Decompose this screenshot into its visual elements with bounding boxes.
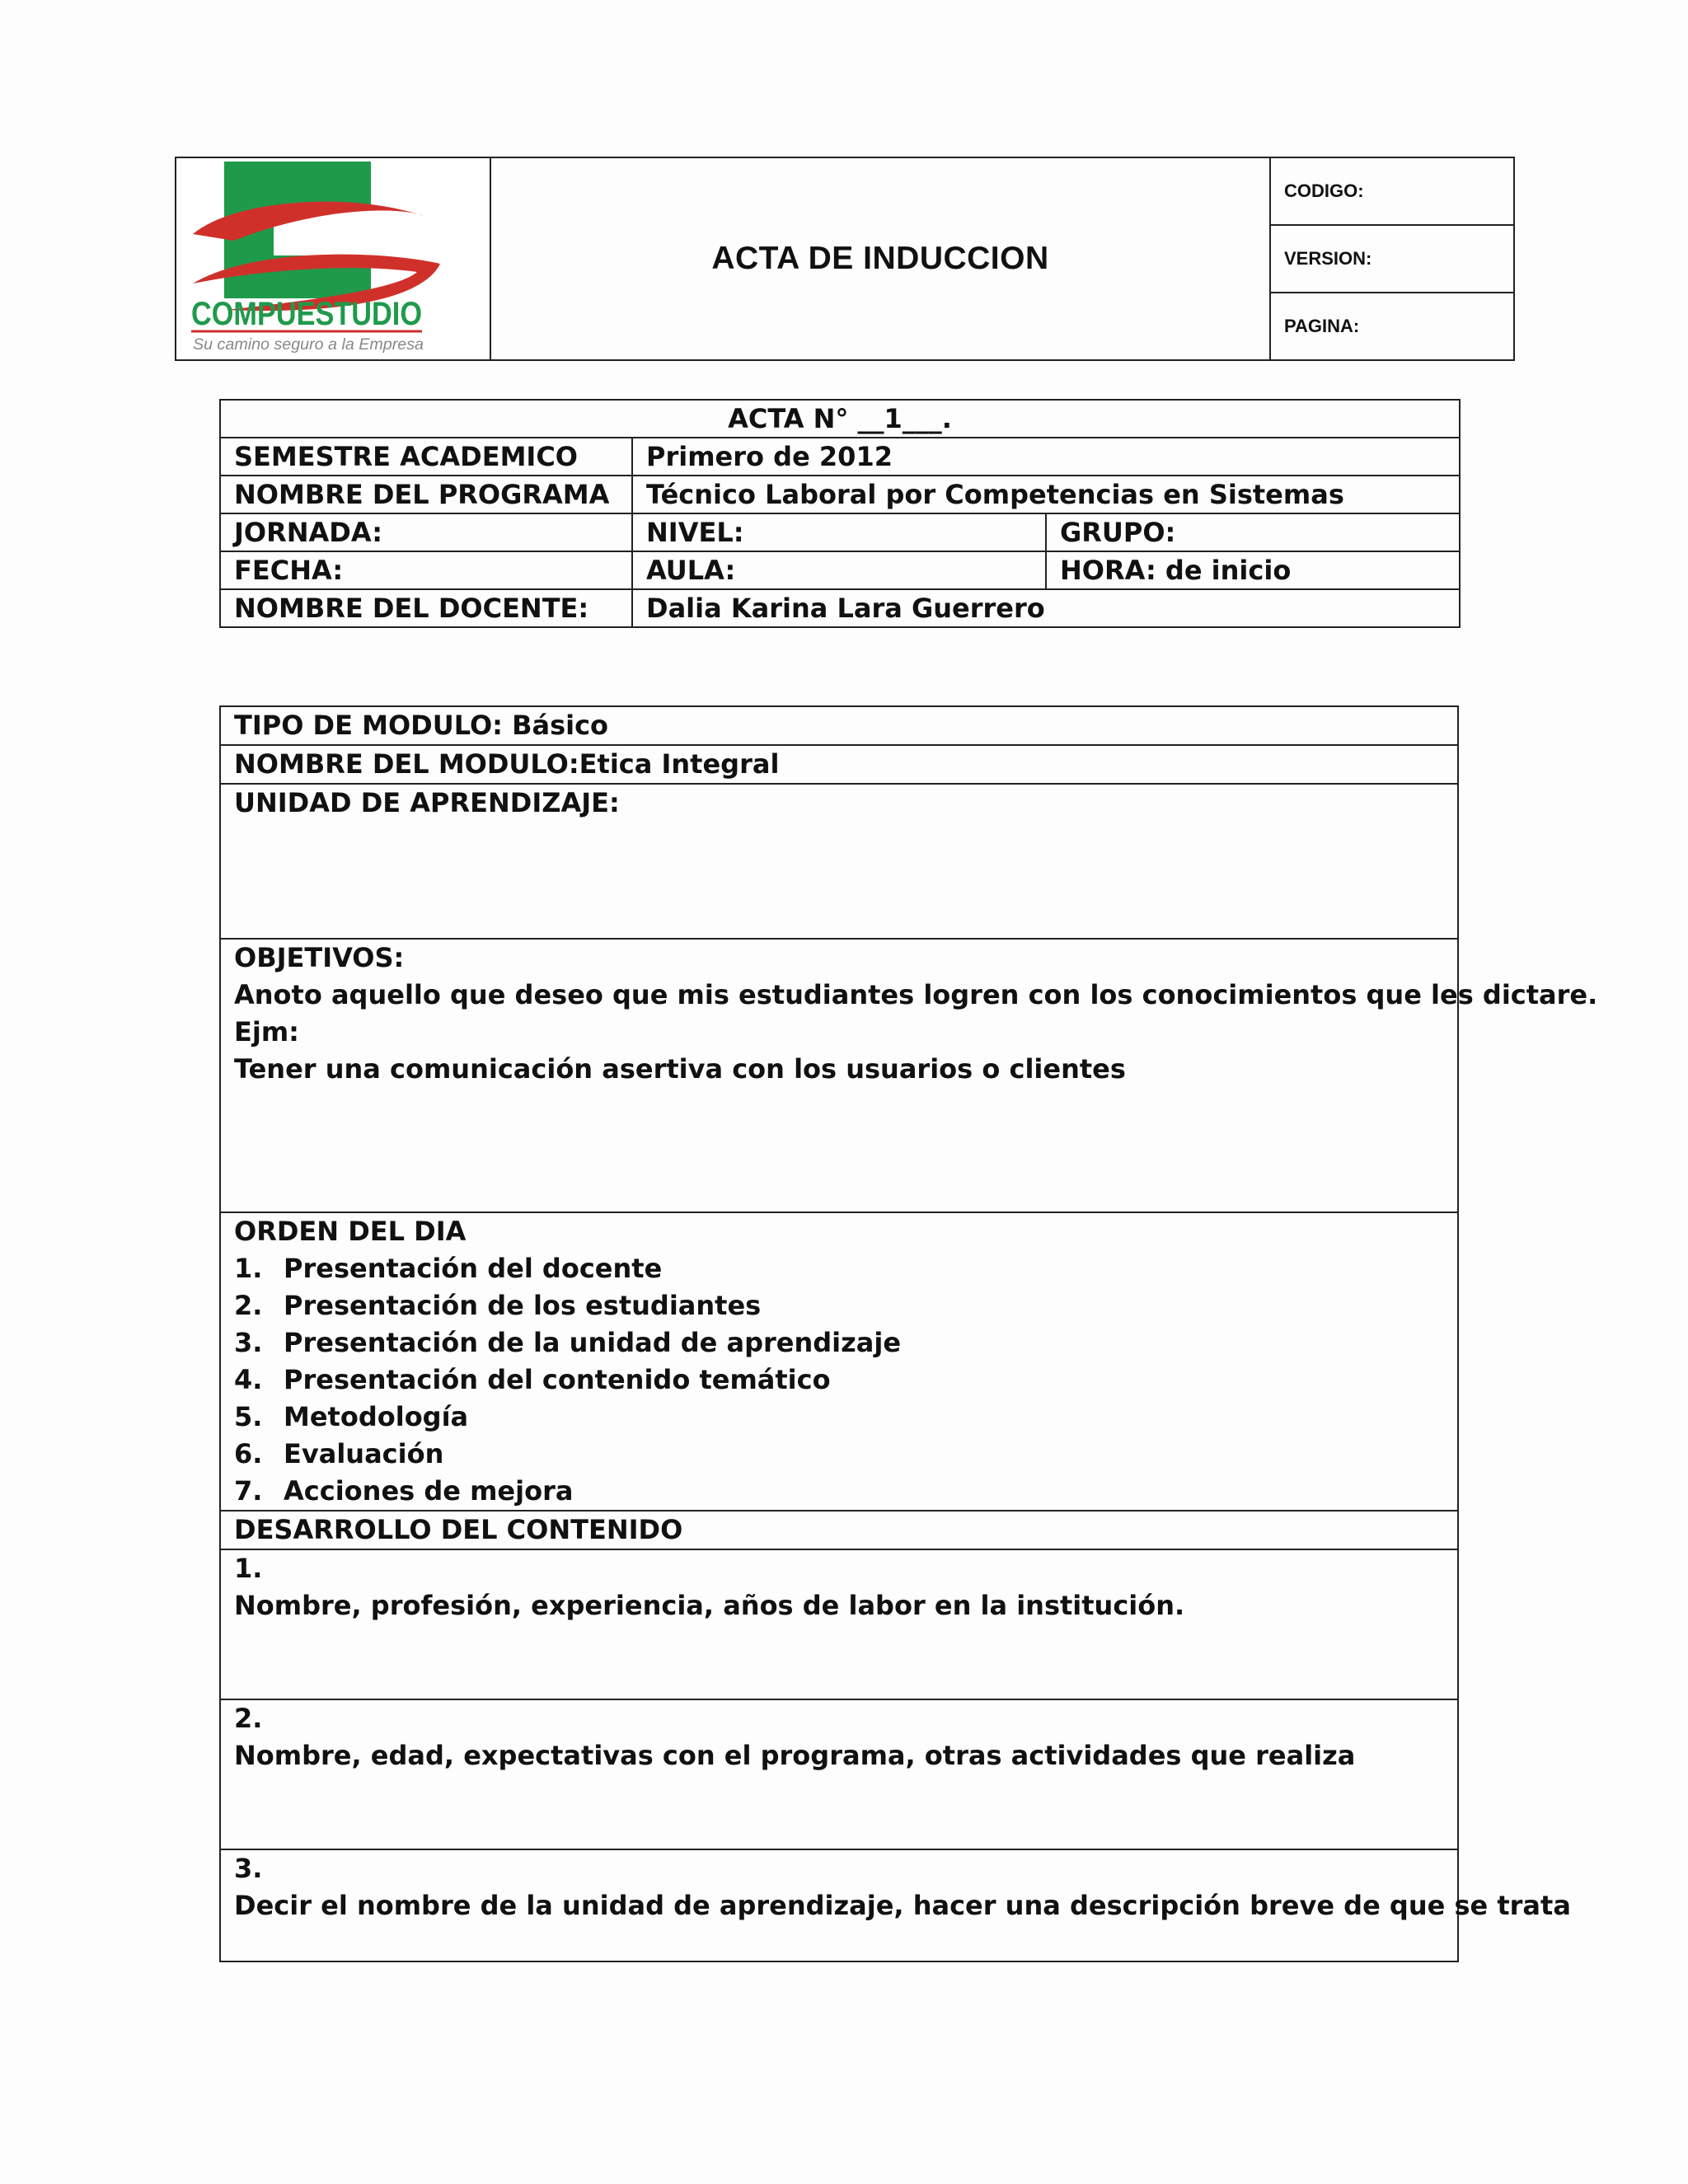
orden-del-dia-cell <box>220 1212 1458 1511</box>
objetivos-line: Tener una comunicación asertiva con los usuarios o clientes <box>234 1053 1126 1085</box>
table-row <box>220 589 1460 627</box>
item-text: Presentación de la unidad de aprendizaje <box>284 1327 902 1358</box>
logo-cell <box>176 158 491 359</box>
programa-value: Técnico Laboral por Competencias en Sistemas <box>632 476 1460 513</box>
fecha-label: FECHA: <box>220 551 632 589</box>
table-row <box>220 784 1458 939</box>
codigo-field: CODIGO: <box>1271 158 1513 226</box>
acta-number: ACTA N° __1___. <box>220 400 1460 438</box>
semestre-label: SEMESTRE ACADEMICO <box>220 438 632 476</box>
item-number: 3. <box>234 1327 263 1358</box>
logo-wordmark: COMPUESTUDIO <box>191 296 422 332</box>
docente-value: Dalia Karina Lara Guerrero <box>632 589 1460 627</box>
grupo-label: GRUPO: <box>1046 513 1460 551</box>
table-row <box>220 1699 1458 1849</box>
table-row <box>220 745 1458 784</box>
table-row <box>220 1549 1458 1699</box>
orden-list <box>234 1250 1444 1510</box>
item-text: Evaluación <box>284 1438 444 1469</box>
objetivos-line: Anoto aquello que deseo que mis estudiantes logren con los conocimientos que les dictare. <box>234 979 1598 1010</box>
objetivos-line: Ejm: <box>234 1016 299 1047</box>
pagina-field: PAGINA: <box>1284 316 1360 336</box>
objetivos-label: OBJETIVOS: <box>234 942 405 973</box>
table-row <box>220 1511 1458 1549</box>
table-row <box>220 438 1460 476</box>
objetivos-cell <box>220 939 1598 1212</box>
item-number: 5. <box>234 1401 263 1432</box>
jornada-label: JORNADA: <box>220 513 632 551</box>
docente-label: NOMBRE DEL DOCENTE: <box>220 589 632 627</box>
list-item <box>234 1436 1444 1473</box>
item-number: 1. <box>234 1253 263 1284</box>
document-meta <box>1271 158 1513 359</box>
desarrollo-label: DESARROLLO DEL CONTENIDO <box>220 1511 1458 1549</box>
table-row <box>220 939 1458 1212</box>
compuestudio-logo <box>176 158 486 359</box>
version-field: VERSION: <box>1271 226 1513 293</box>
table-row <box>220 706 1458 745</box>
list-item <box>234 1473 1444 1510</box>
item-text: Nombre, profesión, experiencia, años de labor en la institución. <box>234 1590 1185 1621</box>
logo-tagline: Su camino seguro a la Empresa <box>193 336 424 354</box>
item-text: Presentación del docente <box>284 1253 663 1284</box>
item-text: Metodología <box>284 1401 469 1432</box>
list-item <box>234 1250 1444 1287</box>
programa-label: NOMBRE DEL PROGRAMA <box>220 476 632 513</box>
document-title: ACTA DE INDUCCION <box>491 158 1271 359</box>
item-number: 2. <box>234 1703 263 1734</box>
nombre-modulo: NOMBRE DEL MODULO:Etica Integral <box>220 745 1458 784</box>
item-text: Nombre, edad, expectativas con el programa, otras actividades que realiza <box>234 1740 1356 1771</box>
list-item <box>234 1399 1444 1436</box>
item-number: 7. <box>234 1475 263 1507</box>
table-row <box>220 1212 1458 1511</box>
semestre-value: Primero de 2012 <box>632 438 1460 476</box>
item-number: 4. <box>234 1364 263 1395</box>
tipo-modulo: TIPO DE MODULO: Básico <box>220 706 1458 745</box>
item-text: Presentación de los estudiantes <box>284 1290 762 1321</box>
unidad-aprendizaje: UNIDAD DE APRENDIZAJE: <box>220 784 1458 939</box>
acta-info-table <box>219 399 1461 628</box>
document-header <box>175 157 1515 361</box>
nivel-label: NIVEL: <box>632 513 1046 551</box>
desarrollo-item <box>220 1699 1458 1849</box>
desarrollo-item <box>220 1549 1458 1699</box>
item-text: Acciones de mejora <box>284 1475 574 1507</box>
list-item <box>234 1361 1444 1399</box>
modulo-table <box>219 705 1598 1962</box>
item-text: Presentación del contenido temático <box>284 1364 831 1395</box>
orden-label: ORDEN DEL DIA <box>234 1216 467 1247</box>
desarrollo-item <box>220 1849 1571 1961</box>
table-row <box>220 513 1460 551</box>
table-row <box>220 1849 1458 1961</box>
item-text: Decir el nombre de la unidad de aprendizaje, hacer una descripción breve de que se trata <box>234 1890 1571 1921</box>
item-number: 6. <box>234 1438 263 1469</box>
hora-label: HORA: de inicio <box>1046 551 1460 589</box>
table-row <box>220 476 1460 513</box>
item-number: 1. <box>234 1553 263 1584</box>
list-item <box>234 1324 1444 1361</box>
item-number: 2. <box>234 1290 263 1321</box>
table-row <box>220 551 1460 589</box>
item-number: 3. <box>234 1853 263 1884</box>
list-item <box>234 1287 1444 1324</box>
aula-label: AULA: <box>632 551 1046 589</box>
table-row <box>220 400 1460 438</box>
